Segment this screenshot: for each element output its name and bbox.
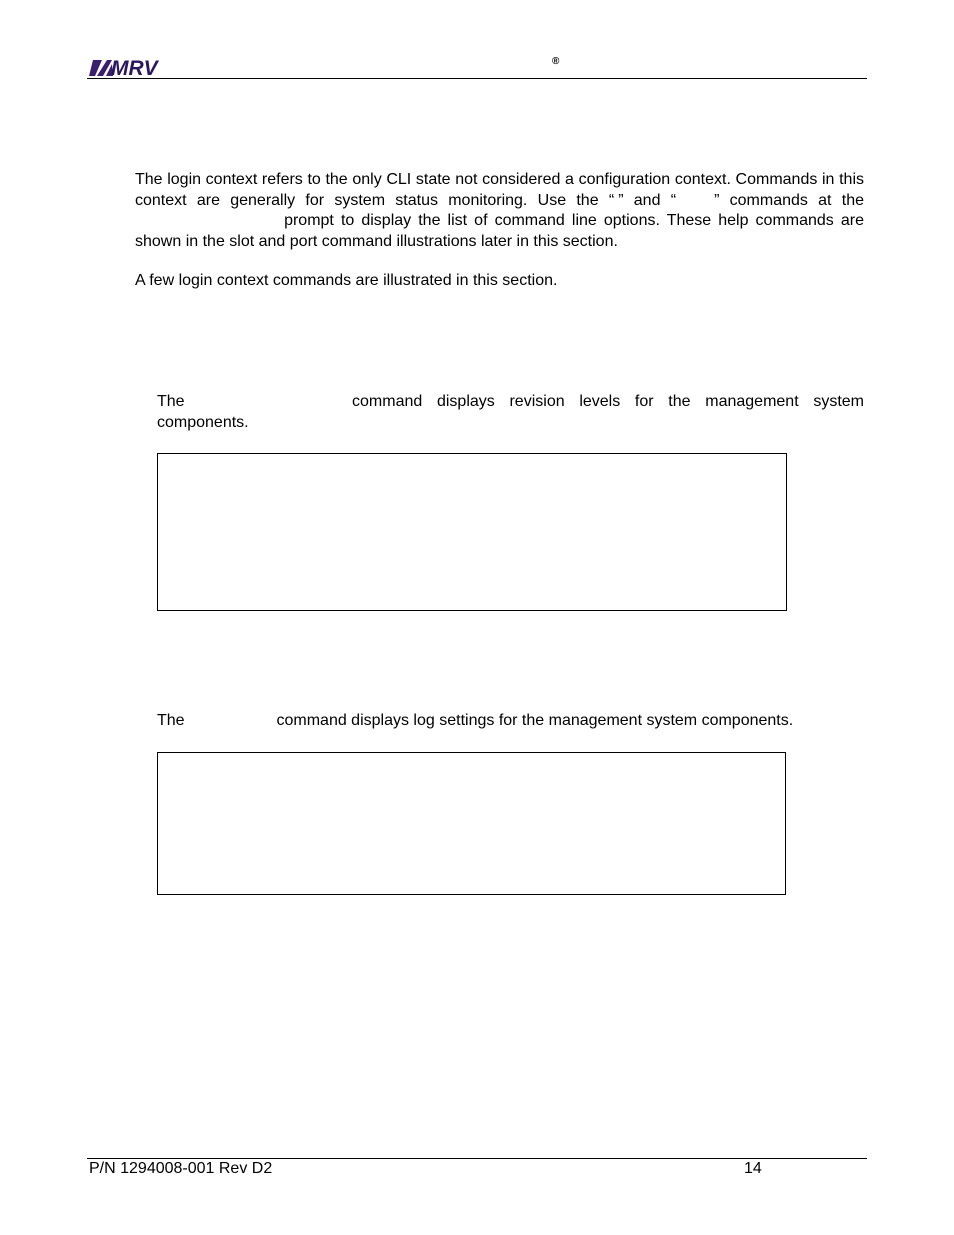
- footer-rule: [87, 1158, 867, 1159]
- intro-paragraph-2: A few login context commands are illustrated in this section.: [135, 272, 558, 289]
- log-desc-a: The: [157, 712, 185, 729]
- intro-text-a: The login context refers to the only CLI state not considered a configuration context. Commands in this context are generally for system status monitoring. Use the “: [135, 171, 864, 209]
- log-command-box: [157, 752, 786, 895]
- version-desc-a: The: [157, 393, 185, 410]
- version-desc-b: command displays revision levels for the management system components.: [157, 393, 865, 431]
- intro-text-c: ” commands at the: [714, 191, 865, 209]
- intro-paragraph: [135, 170, 864, 252]
- version-command-box: [157, 453, 787, 611]
- log-desc-b: command displays log settings for the management system components.: [276, 712, 794, 729]
- version-description: [157, 392, 864, 433]
- header-rule: [87, 78, 867, 79]
- registered-mark: ®: [552, 56, 560, 67]
- intro-text-d: prompt to display the list of command line options. These help commands are shown in the slot and port command illustrations later in this section.: [135, 212, 864, 250]
- log-description: [157, 711, 864, 732]
- mrv-logo: [89, 54, 173, 78]
- part-number: P/N 1294008-001 Rev D2: [89, 1160, 273, 1177]
- intro-text-b: ” and “: [618, 191, 677, 209]
- logo-text: MRV: [111, 57, 158, 78]
- page-number: 14: [744, 1160, 762, 1177]
